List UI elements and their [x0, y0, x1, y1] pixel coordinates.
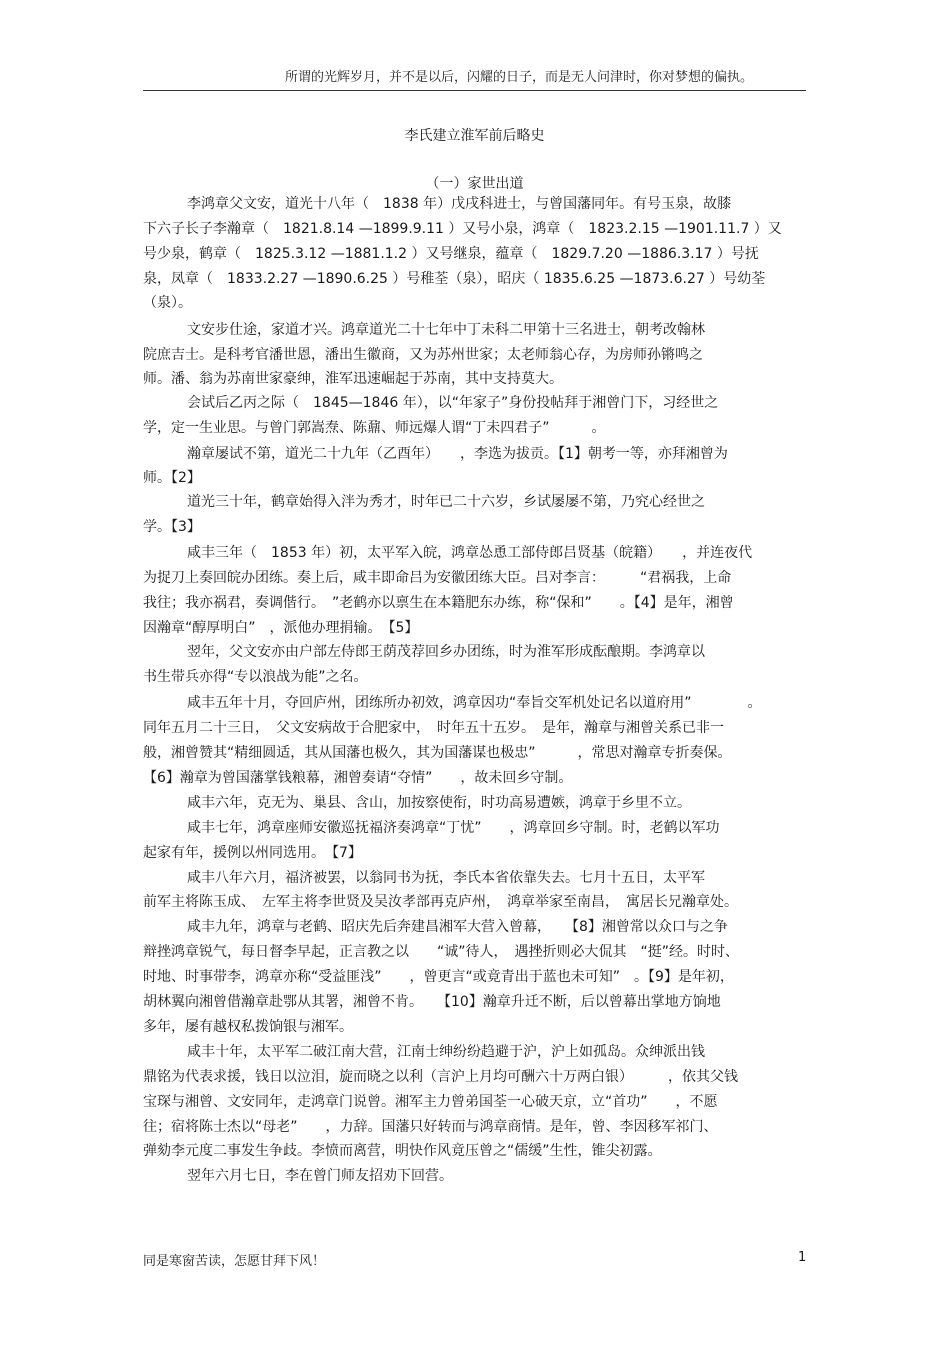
header-divider	[143, 90, 806, 91]
text-line: 时地、时事带李，鸿章亦称“受益匪浅” ，曾更言“或竟青出于蓝也未可知” 。【9】是年初，	[143, 969, 734, 985]
text-line: 起家有年，援例以州同选用。 【7】	[143, 845, 362, 861]
text-line: 般，湘曾赞其“精细圆适，其从国藩也极久，其为国藩谋也极忠” ，常思对瀚章专折奏保。	[143, 745, 732, 761]
text-line: 会试后乙丙之际（ 1845—1846 年），以“年家子”身份投帖拜于湘曾门下，习经世之	[187, 395, 719, 411]
text-line: 辩挫鸿章锐气，每日督李早起，正言教之以 “诚”待人， 遇挫折则必大侃其 “挺”经。时时、	[143, 944, 740, 960]
text-line: 胡林翼向湘曾借瀚章赴鄂从其署，湘曾不肯。 【10】瀚章升迁不断，后以曾幕出掌地方饷地	[143, 994, 721, 1010]
text-line: 我往；我亦祸君，奏调偕行。 ”老鹤亦以禀生在本籍肥东办练，称“保和” 。【4】是年，湘曾	[143, 595, 734, 611]
text-line: 多年，屡有越权私拨饷银与湘军。	[143, 1019, 353, 1035]
text-line: （泉）。	[143, 295, 192, 311]
text-line: 鼎铭为代表求援，钱日以泣泪，旋而晓之以利（言沪上月均可酬六十万两白银） ，依其父钱	[143, 1069, 738, 1085]
header-motto: 所谓的光辉岁月，并不是以后，闪耀的日子，而是无人问津时，你对梦想的偏执。	[285, 70, 754, 85]
text-line: 咸丰五年十月，夺回庐州，团练所办初效，鸿章因功“奉旨交军机处记名以道府用” 。	[187, 695, 762, 711]
text-line: 师。潘、翁为苏南世家豪绅，淮军迅速崛起于苏南，其中支持莫大。	[143, 371, 563, 387]
text-line: 师。【2】	[143, 470, 201, 486]
text-line: 学，定一生业思。与曾门郭嵩焘、陈鼐、师远爆人谓“丁未四君子” 。	[143, 420, 606, 436]
text-line: 号少泉，鹤章（ 1825.3.12 —1881.1.2 ）又号继泉，蕴章（ 1829.7.20 —1886.3.17 ）号抚	[143, 246, 759, 262]
document-title: 李氏建立淮军前后略史	[404, 128, 545, 144]
text-line: 因瀚章“醇厚明白” ，派他办理捐输。 【5】	[143, 620, 419, 636]
text-line: 文安步仕途，家道才兴。鸿章道光二十七年中丁未科二甲第十三名进士，朝考改翰林	[187, 322, 705, 338]
text-line: 咸丰九年，鸿章与老鹤、昭庆先后奔建昌湘军大营入曾幕， 【8】湘曾常以众口与之争	[187, 919, 728, 935]
page-number: 1	[798, 1250, 807, 1265]
text-line: 咸丰三年（ 1853 年）初，太平军入皖，鸿章怂恿工部侍郎吕贤基（皖籍） ，并连夜代	[187, 545, 753, 561]
text-line: 同年五月二十三日， 父文安病故于合肥家中， 时年五十五岁。 是年，瀚章与湘曾关系已非一	[143, 720, 724, 736]
text-line: 咸丰八年六月，福济被罢，以翁同书为抚，李氏本省依靠失去。七月十五日，太平军	[187, 870, 705, 886]
footer-text: 同是寒窗苦读，怎愿甘拜下风！	[143, 1254, 326, 1269]
text-line: 咸丰六年，克无为、巢县、含山，加按察使衔，时功高易遭嫉，鸿章于乡里不立。	[187, 795, 691, 811]
text-line: 弹劾李元度二事发生争歧。李愤而离营，明快作风竟压曾之“儒缓”生性，锥尖初露。	[143, 1143, 662, 1159]
text-line: 翌年，父文安亦由户部左侍郎王荫茂荐回乡办团练，时为淮军形成酝酿期。李鸿章以	[187, 644, 705, 660]
text-line: 书生带兵亦得“专以浪战为能”之名。	[143, 669, 368, 685]
text-line: 【6】瀚章为曾国藩掌钱粮幕，湘曾奏请“夺情” ，故未回乡守制。	[143, 770, 573, 786]
text-line: 院庶吉士。是科考官潘世恩，潘出生徽商，又为苏州世家；太老师翁心存，为房师孙锵鸣之	[143, 347, 703, 363]
text-line: 往；宿将陈士杰以“母老” ，力辞。国藩只好转而与鸿章商情。是年，曾、李因移军祁门、	[143, 1119, 718, 1135]
text-line: 泉，凤章（ 1833.2.27 —1890.6.25 ）号稚荃（泉），昭庆（ 1835.6.25 —1873.6.27 ）号幼荃	[143, 271, 766, 287]
text-line: 前军主将陈玉成、 左军主将李世贤及吴汝孝部再克庐州， 鸿章举家至南昌， 寓居长兄瀚章处。	[143, 894, 738, 910]
text-line: 咸丰十年，太平军二破江南大营，江南士绅纷纷趋避于沪，沪上如孤岛。众绅派出钱	[187, 1044, 705, 1060]
text-line: 学。【3】	[143, 519, 201, 535]
text-line: 为捉刀上奏回皖办团练。奏上后，咸丰即命吕为安徽团练大臣。吕对李言： “君祸我，上命	[143, 570, 732, 586]
text-line: 道光三十年，鹤章始得入泮为秀才，时年已二十六岁，乡试屡屡不第，乃究心经世之	[187, 494, 705, 510]
text-line: 翌年六月七日，李在曾门师友招劝下回营。	[187, 1168, 453, 1184]
section-title: （一）家世出道	[425, 176, 524, 192]
text-line: 咸丰七年，鸿章座师安徽巡抚福济奏鸿章“丁忧” ，鸿章回乡守制。时，老鹤以军功	[187, 820, 720, 836]
text-line: 宝琛与湘曾、文安同年，走鸿章门说曾。湘军主力曾弟国荃一心破天京，立“首功” ，不愿	[143, 1094, 718, 1110]
text-line: 下六子长子李瀚章（ 1821.8.14 —1899.9.11 ）又号小泉，鸿章（ 1823.2.15 —1901.11.7 ）又	[143, 221, 782, 237]
text-line: 李鸿章父文安，道光十八年（ 1838 年）戊戌科进士，与曾国藩同年。有号玉泉，故膝	[187, 196, 732, 212]
text-line: 瀚章屡试不第，道光二十九年（乙酉年） ，李选为拔贡。【1】朝考一等，亦拜湘曾为	[187, 446, 728, 462]
